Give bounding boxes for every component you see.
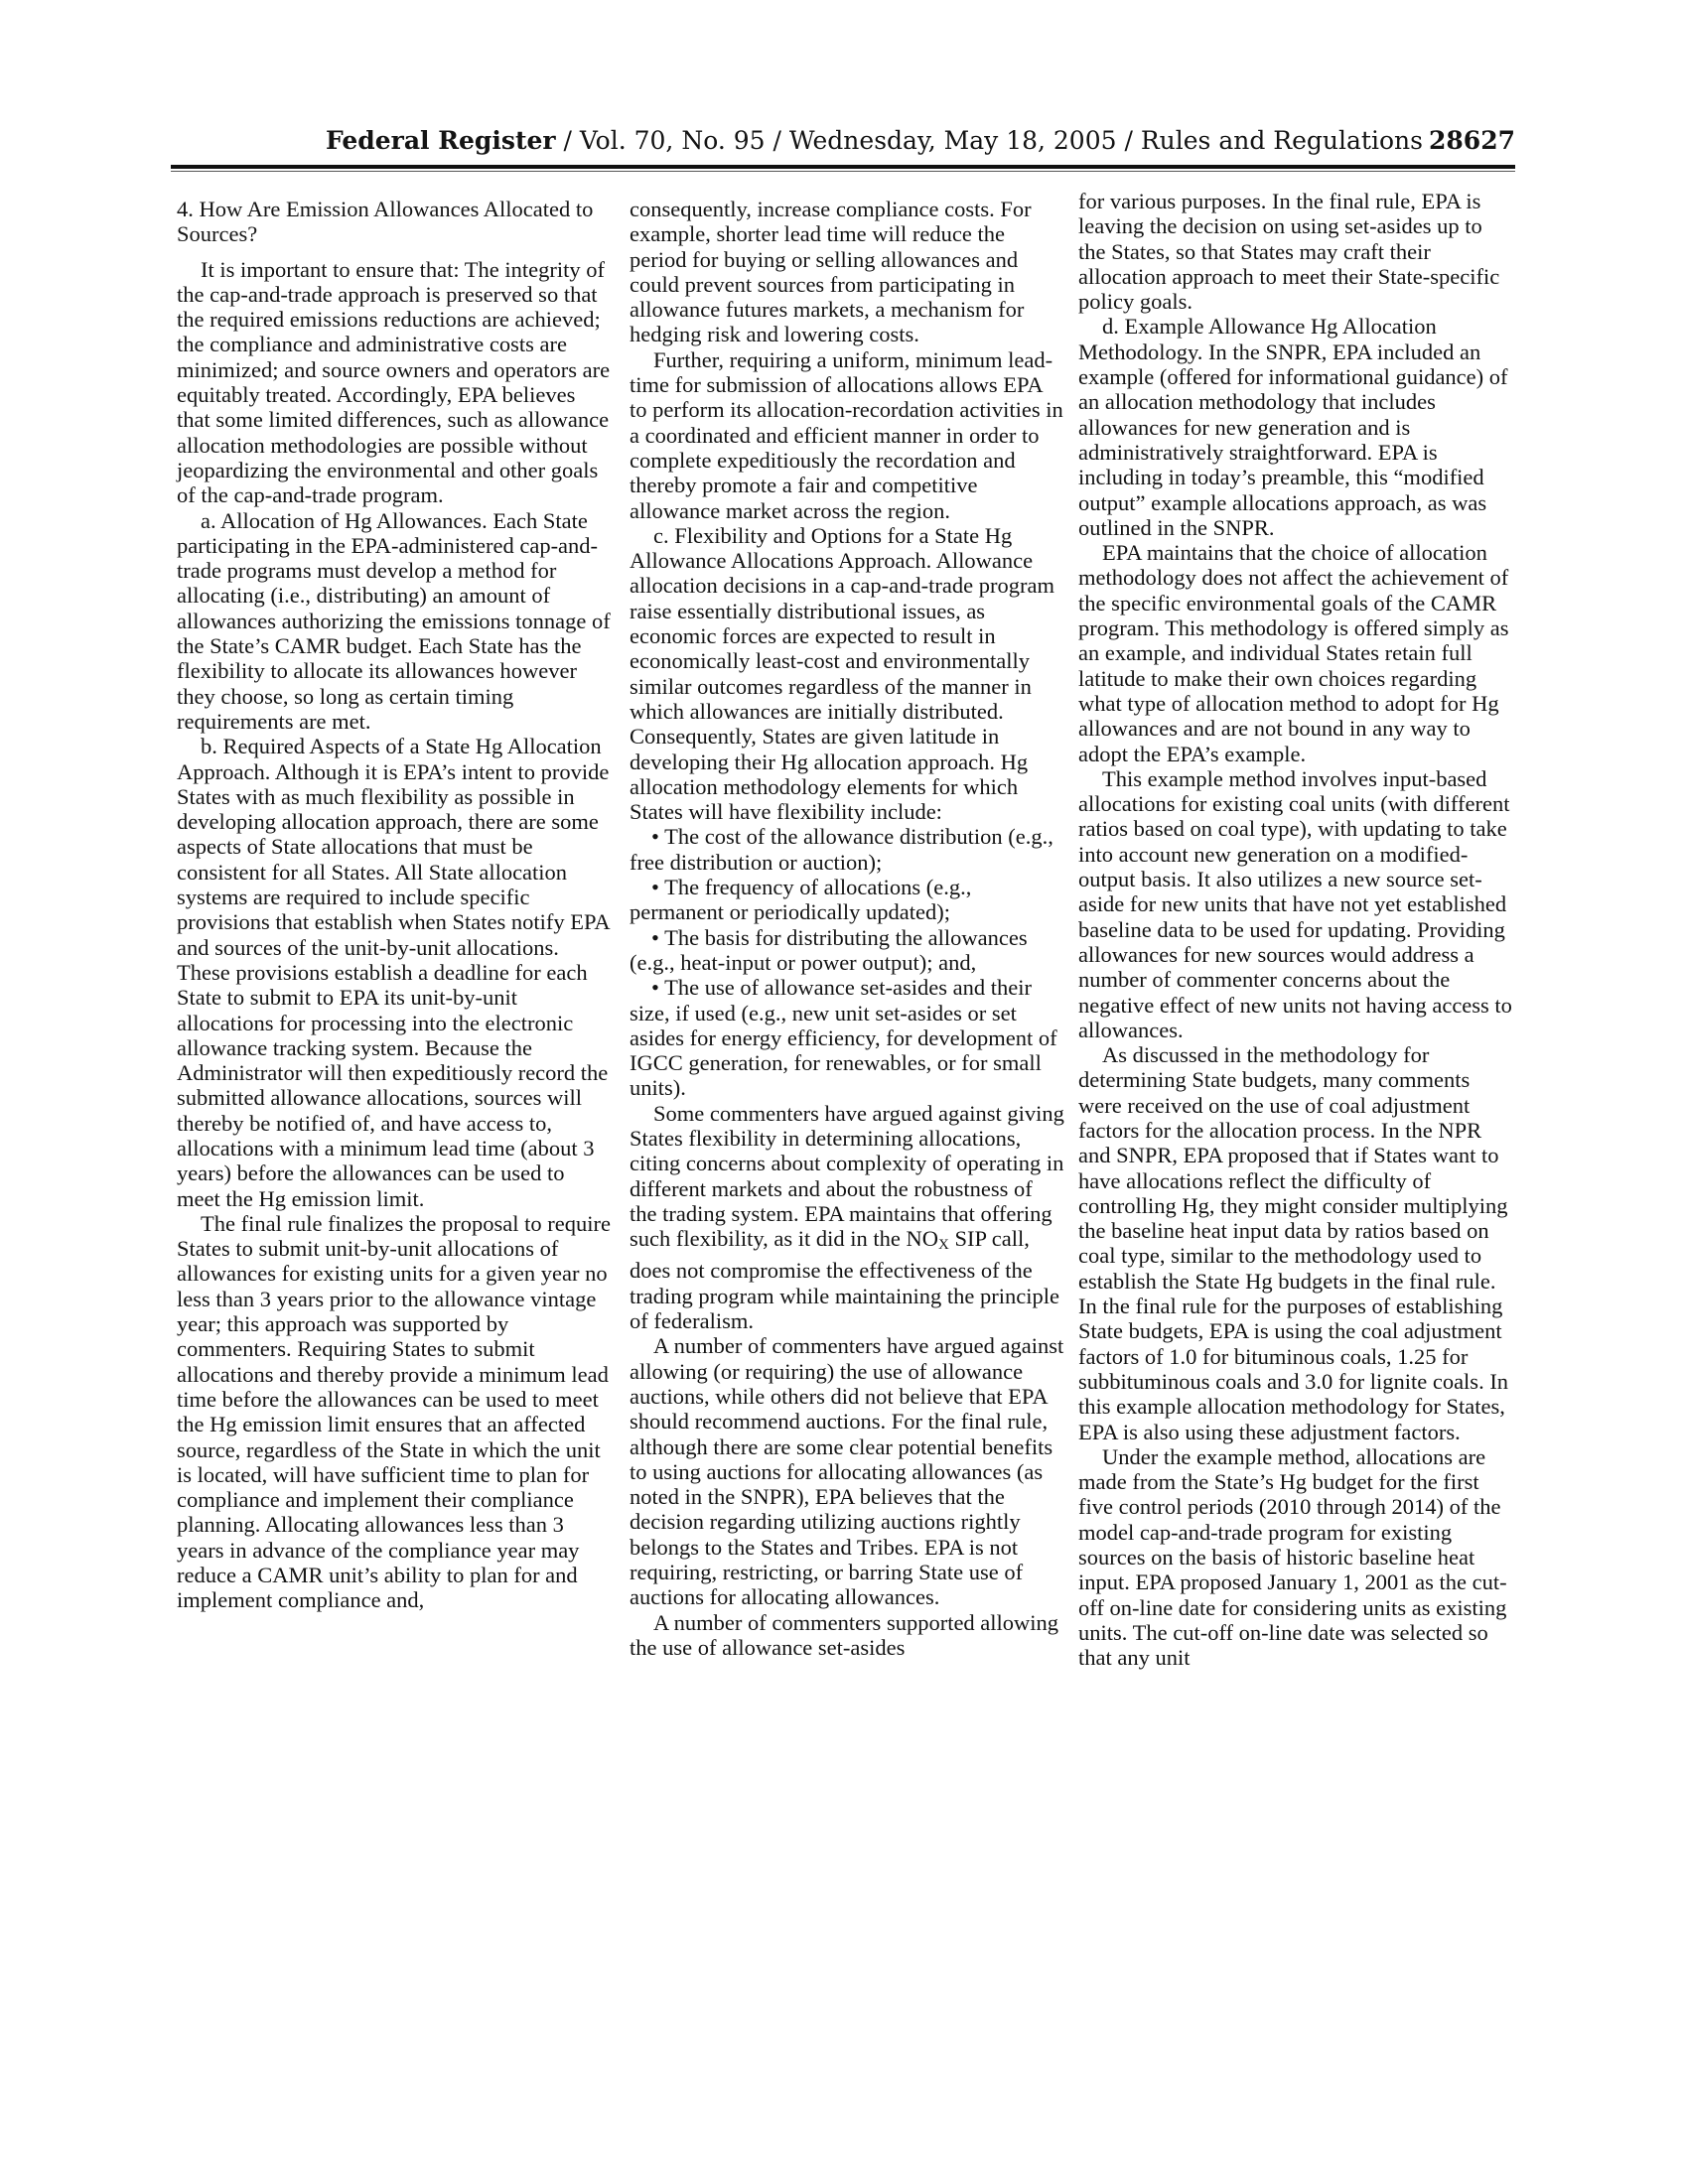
- paragraph: b. Required Aspects of a State Hg Allocation Approach. Although it is EPA’s intent to provide States with as much flexibility as possible in developing allocation approach, there are some aspects of State allocations that must be consistent for all States. All State allocation systems are required to include specific provisions that establish when States notify EPA and sources of the unit-by-unit allocations. These provisions establish a deadline for each State to submit to EPA its unit-by-unit allocations for processing into the electronic allowance tracking system. Because the Administrator will then expeditiously record the submitted allowance allocations, sources will thereby be notified of, and have access to, allocations with a minimum lead time (about 3 years) before the allowances can be used to meet the Hg emission limit.: [177, 734, 610, 1211]
- paragraph: The final rule finalizes the proposal to require States to submit unit-by-unit allocations of allowances for existing units for a given year no less than 3 years prior to the allowance vintage year; this approach was supported by commenters. Requiring States to submit allocations and thereby provide a minimum lead time before the allowances can be used to meet the Hg emission limit ensures that an affected source, regardless of the State in which the unit is located, will have sufficient time to plan for compliance and implement their compliance planning. Allocating allowances less than 3 years in advance of the compliance year may reduce a CAMR unit’s ability to plan for and implement compliance and,: [177, 1210, 611, 1613]
- paragraph: d. Example Allowance Hg Allocation Methodology. In the SNPR, EPA included an example (offered for informational guidance) of an allocation methodology that includes allowances for new generation and is administratively straightforward. EPA is including in today’s preamble, this “modified output” example allocations approach, as was outlined in the SNPR.: [1078, 314, 1508, 540]
- bullet-item: • The cost of the allowance distribution (e.g., free distribution or auction);: [630, 824, 1053, 875]
- text-column-3: [1078, 189, 1513, 1671]
- issue-info: / Vol. 70, No. 95 / Wednesday, May 18, 2005 / Rules and Regulations: [555, 126, 1423, 155]
- paragraph: a. Allocation of Hg Allowances. Each State participating in the EPA-administered cap-and-trade programs must develop a method for allocating (i.e., distributing) an amount of allowances authorizing the emissions tonnage of the State’s CAMR budget. Each State has the flexibility to allocate its allowances however they choose, so long as certain timing requirements are met.: [177, 507, 611, 734]
- journal-name: Federal Register: [326, 126, 556, 155]
- section-heading: 4. How Are Emission Allowances Allocated to Sources?: [177, 197, 594, 247]
- paragraph: consequently, increase compliance costs. For example, shorter lead time will reduce the period for buying or selling allowances and could prevent sources from participating in allowance futures markets, a mechanism for hedging risk and lowering costs.: [630, 197, 1032, 347]
- paragraph-text: Some commenters have argued against giving States flexibility in determining allocations, citing concerns about complexity of operating in different markets and about the robustness of the trading system. EPA maintains that offering such flexibility, as it did in the NO: [630, 1100, 1064, 1252]
- paragraph: As discussed in the methodology for determining State budgets, many comments were received on the use of coal adjustment factors for the allocation process. In the NPR and SNPR, EPA proposed that if States want to have allocations reflect the difficulty of controlling Hg, they might consider multiplying the baseline heat input data by ratios based on coal type, similar to the methodology used to establish the State Hg budgets in the final rule. In the final rule for the purposes of establishing State budgets, EPA is using the coal adjustment factors of 1.0 for bituminous coals, 1.25 for subbituminous coals and 3.0 for lignite coals. In this example allocation methodology for States, EPA is also using these adjustment factors.: [1078, 1042, 1509, 1444]
- paragraph: [630, 1101, 1064, 1334]
- paragraph: A number of commenters have argued against allowing (or requiring) the use of allowance auctions, while others did not believe that EPA should recommend auctions. For the final rule, although there are some clear potential benefits to using auctions for allocating allowances (as noted in the SNPR), EPA believes that the decision regarding utilizing auctions rightly belongs to the States and Tribes. EPA is not requiring, restricting, or barring State use of auctions for allocating allowances.: [630, 1333, 1064, 1610]
- header-title: [326, 123, 1423, 159]
- paragraph: This example method involves input-based allocations for existing coal units (with different ratios based on coal type), with updating to take into account new generation on a modified-output basis. It also utilizes a new source set-aside for new units that have not yet established baseline data to be used for updating. Providing allowances for new sources would address a number of commenter concerns about the negative effect of new units not having access to allowances.: [1078, 765, 1512, 1042]
- paragraph-text: SIP call, does not compromise the effectiveness of the trading program while maintaining the principle of federalism.: [630, 1226, 1060, 1334]
- header-rule-thin: [171, 171, 1515, 172]
- bullet-item: • The use of allowance set-asides and their size, if used (e.g., new unit set-asides or set asides for energy efficiency, for development of IGCC generation, for renewables, or for small units).: [630, 975, 1057, 1101]
- header-rule: [171, 165, 1515, 169]
- paragraph: Under the example method, allocations are made from the State’s Hg budget for the first five control periods (2010 through 2014) of the model cap-and-trade program for existing sources on the basis of historic baseline heat input. EPA proposed January 1, 2001 as the cut-off on-line date for considering units as existing units. The cut-off on-line date was selected so that any unit: [1078, 1443, 1507, 1671]
- paragraph: A number of commenters supported allowing the use of allowance set-asides: [630, 1609, 1059, 1660]
- subscript-x: X: [938, 1237, 949, 1254]
- bullet-item: • The basis for distributing the allowances (e.g., heat-input or power output); and,: [630, 924, 1028, 975]
- paragraph: c. Flexibility and Options for a State Hg Allowance Allocations Approach. Allowance allocation decisions in a cap-and-trade program raise essentially distributional issues, as economic forces are expected to result in economically least-cost and environmentally similar outcomes regardless of the manner in which allowances are initially distributed. Consequently, States are given latitude in developing their Hg allocation approach. Hg allocation methodology elements for which States will have flexibility include:: [630, 522, 1054, 825]
- paragraph: EPA maintains that the choice of allocation methodology does not affect the achievement of the specific environmental goals of the CAMR program. This methodology is offered simply as an example, and individual States retain full latitude to make their own choices regarding what type of allocation method to adopt for Hg allowances and are not bound in any way to adopt the EPA’s example.: [1078, 540, 1509, 766]
- text-column-1: [177, 197, 612, 1613]
- text-column-2: [630, 197, 1064, 1660]
- paragraph: It is important to ensure that: The integrity of the cap-and-trade approach is preserved so that the required emissions reductions are achieved; the compliance and administrative costs are minimized; and source owners and operators are equitably treated. Accordingly, EPA believes that some limited differences, such as allowance allocation methodologies are possible without jeopardizing the environmental and other goals of the cap-and-trade program.: [177, 256, 611, 508]
- paragraph: Further, requiring a uniform, minimum lead-time for submission of allocations allows EPA to perform its allocation-recordation activities in a coordinated and efficient manner in order to complete expeditiously the recordation and thereby promote a fair and competitive allowance market across the region.: [630, 346, 1063, 523]
- page-number: 28627: [1429, 126, 1515, 155]
- page-header: [177, 123, 1515, 163]
- paragraph: for various purposes. In the final rule, EPA is leaving the decision on using set-asides up to the States, so that States may craft their allocation approach to meet their State-specific policy goals.: [1078, 189, 1500, 315]
- bullet-item: • The frequency of allocations (e.g., permanent or periodically updated);: [630, 875, 972, 925]
